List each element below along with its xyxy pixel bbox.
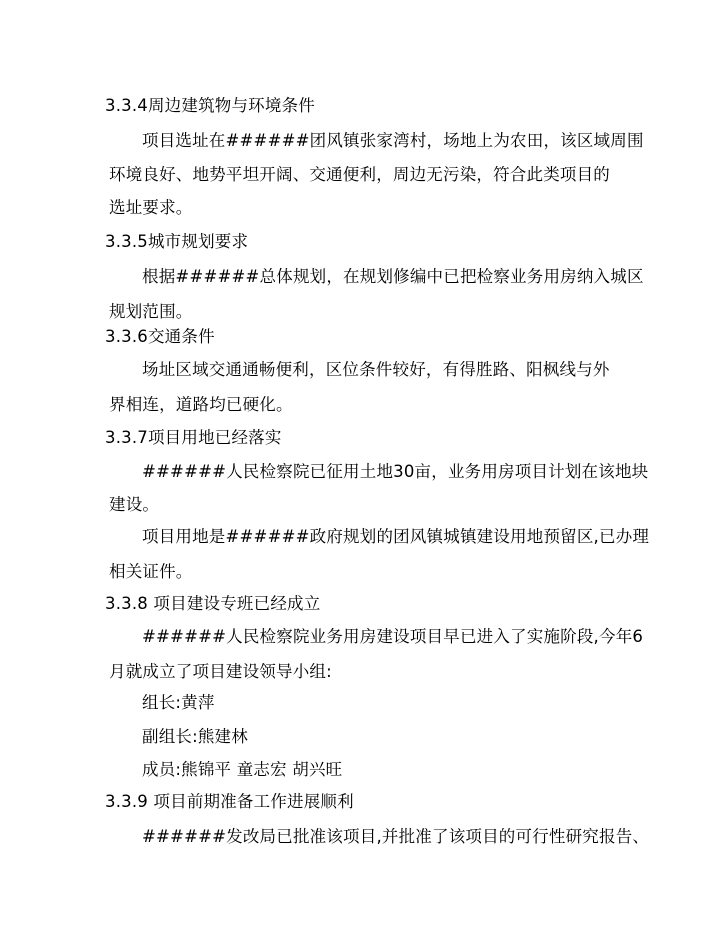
- section-heading-3-3-8: 3.3.8 项目建设专班已经成立: [105, 594, 321, 613]
- paragraph-line: 月就成立了项目建设领导小组:: [109, 662, 332, 681]
- section-heading-3-3-4: 3.3.4周边建筑物与环境条件: [105, 96, 315, 115]
- paragraph-line: 相关证件。: [109, 562, 193, 581]
- members-line: 成员:熊锦平 童志宏 胡兴旺: [142, 760, 343, 779]
- paragraph-line: 选址要求。: [109, 198, 193, 217]
- paragraph-line: ######人民检察院业务用房建设项目早已进入了实施阶段,今年6: [142, 627, 644, 646]
- paragraph-line: 根据######总体规划，在规划修编中已把检察业务用房纳入城区: [142, 267, 644, 286]
- team-leader-line: 组长:黄萍: [142, 693, 215, 712]
- paragraph-line: 规划范围。: [109, 302, 193, 321]
- deputy-leader-line: 副组长:熊建林: [142, 727, 248, 746]
- section-heading-3-3-9: 3.3.9 项目前期准备工作进展顺利: [105, 792, 354, 811]
- section-heading-3-3-6: 3.3.6交通条件: [105, 327, 215, 346]
- paragraph-line: 建设。: [109, 495, 160, 514]
- paragraph-line: 环境良好、地势平坦开阔、交通便利，周边无污染，符合此类项目的: [109, 165, 610, 184]
- paragraph-line: ######人民检察院已征用土地30亩，业务用房项目计划在该地块: [142, 462, 649, 481]
- paragraph-line: ######发改局已批准该项目,并批准了该项目的可行性研究报告、: [142, 827, 650, 846]
- paragraph-line: 界相连，道路均已硬化。: [109, 395, 293, 414]
- section-heading-3-3-5: 3.3.5城市规划要求: [105, 232, 249, 251]
- paragraph-line: 项目选址在######团风镇张家湾村，场地上为农田，该区域周围: [142, 131, 644, 150]
- paragraph-line: 场址区域交通通畅便利，区位条件较好，有得胜路、阳枫线与外: [142, 360, 610, 379]
- section-heading-3-3-7: 3.3.7项目用地已经落实: [105, 428, 282, 447]
- paragraph-line: 项目用地是######政府规划的团风镇城镇建设用地预留区,已办理: [142, 527, 650, 546]
